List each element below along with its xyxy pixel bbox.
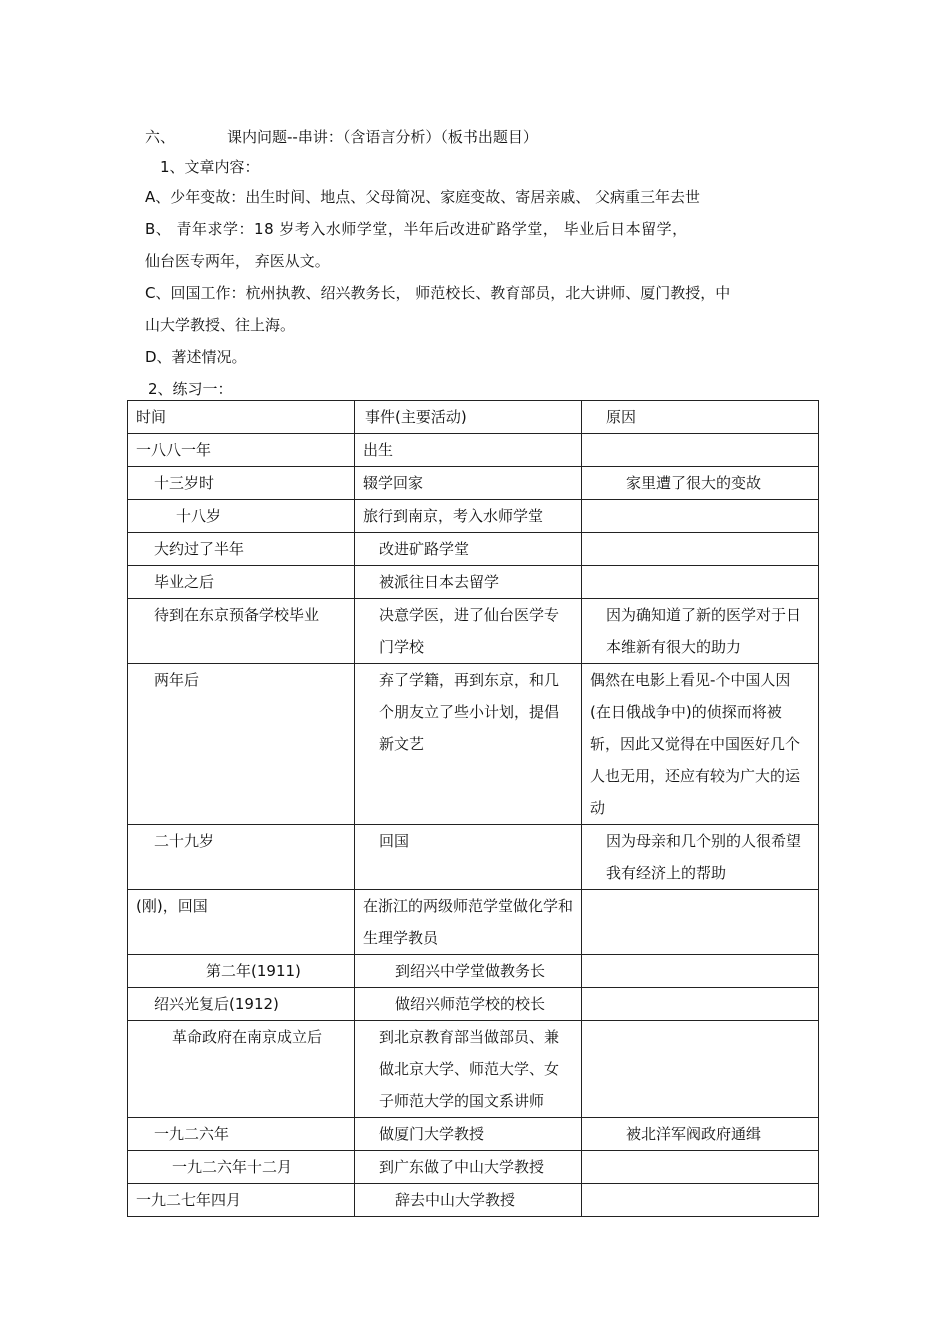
cell-event: 改进矿路学堂 (355, 533, 582, 566)
table-row (128, 434, 819, 467)
cell-time: 大约过了半年 (128, 533, 355, 566)
cell-reason (582, 890, 819, 955)
cell-time: 革命政府在南京成立后 (128, 1021, 355, 1118)
cell-reason: 偶然在电影上看见-个中国人因(在日俄战争中)的侦探而将被斩，因此又觉得在中国医好几个人也无用，还应有较为广大的运动 (582, 664, 819, 825)
cell-reason (582, 500, 819, 533)
table-row (128, 1021, 819, 1118)
table-row (128, 825, 819, 890)
timeline-table (127, 400, 819, 1217)
cell-event: 出生 (355, 434, 582, 467)
table-row (128, 890, 819, 955)
cell-time: 十三岁时 (128, 467, 355, 500)
cell-time: 绍兴光复后(1912) (128, 988, 355, 1021)
paragraph-c-line1: C、回国工作：杭州执教、绍兴教务长， 师范校长、教育部员，北大讲师、厦门教授，中 (145, 284, 731, 302)
cell-event: 弃了学籍，再到东京，和几个朋友立了些小计划，提倡新文艺 (355, 664, 582, 825)
cell-time: 一九二六年 (128, 1118, 355, 1151)
cell-event: 回国 (355, 825, 582, 890)
cell-reason (582, 566, 819, 599)
table-row (128, 467, 819, 500)
cell-reason (582, 434, 819, 467)
cell-reason: 家里遭了很大的变故 (582, 467, 819, 500)
table-row (128, 500, 819, 533)
table-row (128, 1118, 819, 1151)
subsection-title-exercise: 2、练习一： (148, 380, 233, 398)
cell-event: 在浙江的两级师范学堂做化学和生理学教员 (355, 890, 582, 955)
table-row (128, 955, 819, 988)
cell-time: 两年后 (128, 664, 355, 825)
paragraph-b-line2: 仙台医专两年， 弃医从文。 (145, 252, 330, 270)
table-row (128, 1151, 819, 1184)
cell-time: 第二年(1911) (128, 955, 355, 988)
subsection-title-content: 1、文章内容： (160, 158, 260, 176)
cell-time: 毕业之后 (128, 566, 355, 599)
table-row (128, 533, 819, 566)
cell-reason: 因为母亲和几个别的人很希望我有经济上的帮助 (582, 825, 819, 890)
table-row (128, 566, 819, 599)
cell-time: 待到在东京预备学校毕业 (128, 599, 355, 664)
cell-event: 辞去中山大学教授 (355, 1184, 582, 1217)
table-row (128, 664, 819, 825)
paragraph-a: A、少年变故：出生时间、地点、父母简况、家庭变故、寄居亲戚、 父病重三年去世 (145, 188, 701, 206)
cell-reason (582, 533, 819, 566)
header-event: 事件(主要活动) (355, 401, 582, 434)
cell-reason (582, 1151, 819, 1184)
cell-event: 决意学医，进了仙台医学专门学校 (355, 599, 582, 664)
cell-event: 做绍兴师范学校的校长 (355, 988, 582, 1021)
table-row (128, 599, 819, 664)
cell-event: 被派往日本去留学 (355, 566, 582, 599)
cell-reason (582, 1021, 819, 1118)
cell-event: 到广东做了中山大学教授 (355, 1151, 582, 1184)
cell-time: 二十九岁 (128, 825, 355, 890)
cell-reason (582, 988, 819, 1021)
cell-reason (582, 1184, 819, 1217)
cell-time: 一八八一年 (128, 434, 355, 467)
cell-reason (582, 955, 819, 988)
header-time: 时间 (128, 401, 355, 434)
cell-reason: 被北洋军阀政府通缉 (582, 1118, 819, 1151)
cell-event: 做厦门大学教授 (355, 1118, 582, 1151)
cell-time: 一九二七年四月 (128, 1184, 355, 1217)
cell-event: 辍学回家 (355, 467, 582, 500)
paragraph-c-line2: 山大学教授、往上海。 (145, 316, 296, 334)
table-row (128, 988, 819, 1021)
cell-time: 十八岁 (128, 500, 355, 533)
cell-reason: 因为确知道了新的医学对于日本维新有很大的助力 (582, 599, 819, 664)
cell-time: 一九二六年十二月 (128, 1151, 355, 1184)
cell-event: 旅行到南京，考入水师学堂 (355, 500, 582, 533)
table-row (128, 1184, 819, 1217)
paragraph-b-line1: B、 青年求学：18 岁考入水师学堂，半年后改进矿路学堂， 毕业后日本留学， (145, 220, 688, 238)
cell-event: 到绍兴中学堂做教务长 (355, 955, 582, 988)
cell-time: (刚)，回国 (128, 890, 355, 955)
header-reason: 原因 (582, 401, 819, 434)
heading-number: 六、 (145, 128, 176, 146)
heading-text: 课内问题--串讲：（含语言分析）（板书出题目） (227, 128, 538, 146)
cell-event: 到北京教育部当做部员、兼做北京大学、师范大学、女子师范大学的国文系讲师 (355, 1021, 582, 1118)
section-heading (145, 127, 538, 147)
paragraph-d: D、著述情况。 (145, 348, 247, 366)
table-header-row (128, 401, 819, 434)
